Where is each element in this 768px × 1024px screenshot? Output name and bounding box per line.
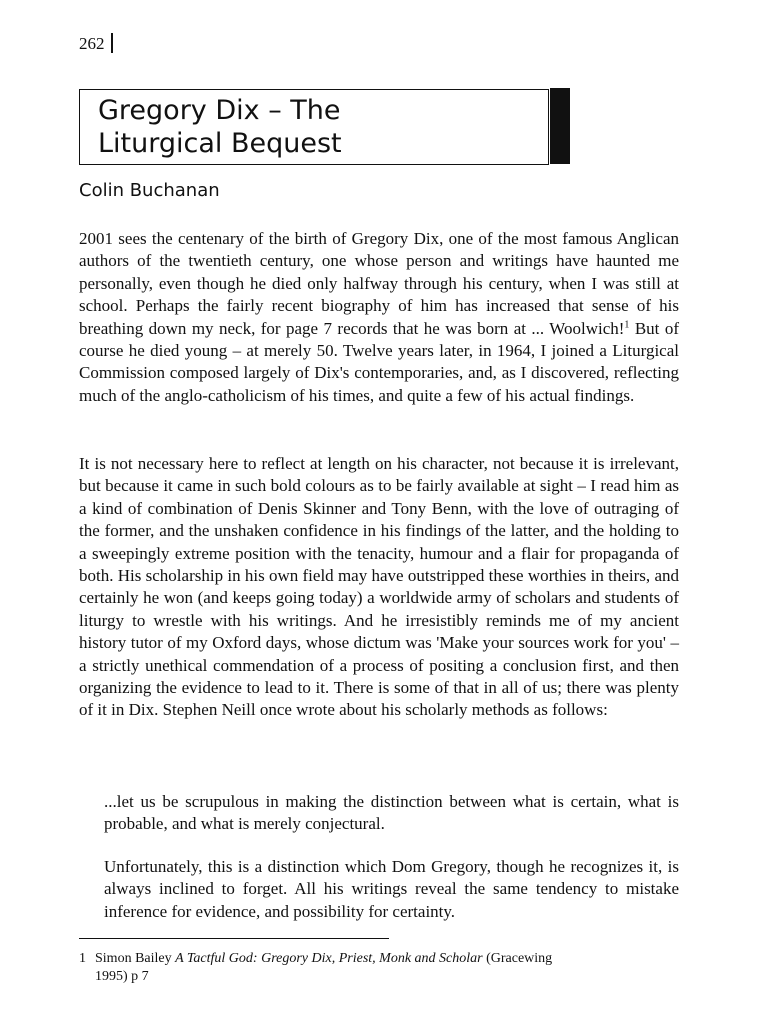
footnote-book-title: A Tactful God: Gregory Dix, Priest, Monk and Scholar (175, 951, 483, 966)
body-paragraph-1-text-a: 2001 sees the centenary of the birth of Gregory Dix, one of the most famous Anglican authors of the twentieth century, one whose person and writings have haunted me personally, even though he died only halfway through his century, when I was still at school. Perhaps the fairly recent biography of him has increased that sense of his breathing down my neck, for page 7 records that he was born at ... Woolwich! (79, 229, 679, 338)
article-title (98, 94, 342, 160)
page-number (79, 33, 113, 54)
page-number-bar (111, 33, 113, 53)
footnote-year-page: 1995) p 7 (95, 969, 149, 984)
footnote-rule (79, 938, 389, 939)
title-box (79, 89, 549, 165)
article-title-line2: Liturgical Bequest (98, 128, 342, 159)
body-paragraph-2: It is not necessary here to reflect at length on his character, not because it is irrelevant, but because it came in such bold colours as to be fairly available at sight – I read him as a kind of combination of Denis Skinner and Tony Benn, with the love of outraging of the former, and the unshaken confidence in his findings of the latter, and the holding to a sweepingly extreme position with the tenacity, humour and a flair for propaganda of both. His scholarship in his own field may have outstripped these worthies in theirs, and certainly he won (and keeps going today) a worldwide army of scholars and students of liturgy to wrestle with his writings. And he irresistibly reminds me of my ancient history tutor of my Oxford days, whose dictum was 'Make your sources work for you' – a strictly unethical commendation of a process of positing a conclusion first, and then organizing the evidence to lead to it. There is some of that in all of us; there was plenty of it in Dix. Stephen Neill once wrote about his scholarly methods as follows: (79, 454, 679, 720)
body-paragraph-1-text-b: But of course he died young – at merely 50. Twelve years later, in 1964, I joined a Liturgical Commission composed largely of Dix's contemporaries, and, as I discovered, reflecting much of the anglo-catholicism of his times, and quite a few of his actual findings. (79, 318, 679, 405)
article-title-line1: Gregory Dix – The (98, 95, 341, 126)
footnote-number: 1 (79, 951, 86, 966)
footnote-reference-1[interactable]: 1 (624, 318, 630, 330)
title-box-tab (550, 88, 570, 164)
block-quote-2: Unfortunately, this is a distinction which Dom Gregory, though he recognizes it, is always inclined to forget. All his writings reveal the same tendency to mistake inference for evidence, and possibility for certainty. (104, 857, 679, 921)
body-paragraph-1 (79, 228, 679, 407)
footnote-publisher: (Gracewing (482, 951, 553, 966)
footnote-1 (79, 950, 679, 986)
footnote-author: Simon Bailey (95, 951, 176, 966)
page-number-text: 262 (79, 34, 105, 53)
article-author: Colin Buchanan (79, 180, 220, 201)
block-quote-1: ...let us be scrupulous in making the distinction between what is certain, what is probable, and what is merely conjectural. (104, 792, 679, 834)
